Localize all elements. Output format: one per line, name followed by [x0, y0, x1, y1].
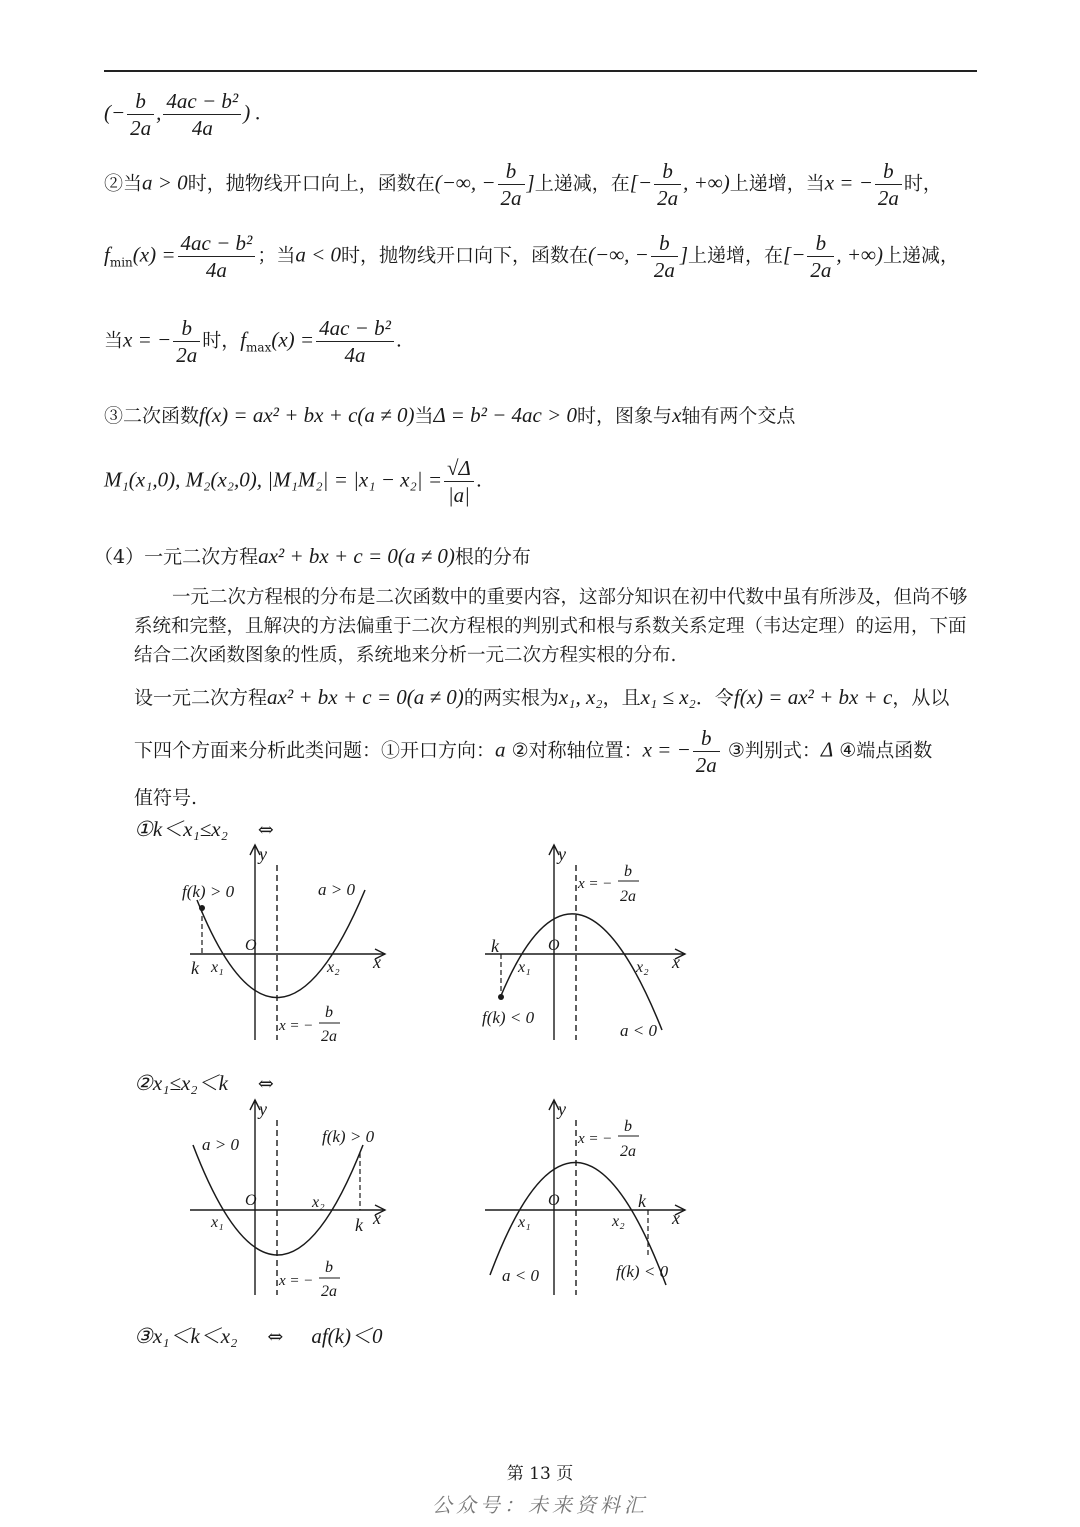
svg-text:x = −: x = − [578, 876, 613, 892]
graph-case2-downward [470, 1095, 700, 1305]
svg-text:x: x [373, 1208, 381, 1228]
svg-text:b: b [325, 1004, 333, 1021]
svg-text:x: x [672, 1208, 680, 1228]
svg-text:a < 0: a < 0 [620, 1021, 657, 1040]
svg-text:x₁: x₁ [518, 959, 531, 976]
svg-text:a > 0: a > 0 [202, 1135, 239, 1154]
case1-label: ①k＜x₁≤x₂ ⇔ [134, 817, 274, 841]
aspects-line2: 值符号. [134, 787, 198, 809]
svg-text:x₂: x₂ [312, 1194, 325, 1211]
svg-text:y: y [259, 844, 267, 864]
item2-line3: 当x = − $\frac{b}{2a}$ 时，$f_{max}(x)$ = $\frac{\text{4ac − b²}}{4a}$ . [104, 316, 402, 367]
graph-case1-upward [175, 840, 405, 1050]
svg-text:y: y [558, 1099, 566, 1119]
svg-text:x₂: x₂ [636, 959, 649, 976]
svg-text:a < 0: a < 0 [502, 1266, 539, 1285]
item2-line1: ②当a > 0时，抛物线开口向上，函数在(−∞, − $\frac{b}{2a}$ ]上递减，在[− $\frac{b}{2a}$ , +∞)上递增，当x = − $\frac{b}{2a}$ 时， [104, 159, 942, 210]
svg-text:f(k) > 0: f(k) > 0 [182, 882, 235, 901]
header-rule [104, 70, 977, 72]
item3-line2: M₁(x₁,0), M₂(x₂,0), |M₁M₂| = |x₁ − x₂| = $\frac{√\Delta}{|a|}$ . [104, 456, 482, 507]
setup-line: 设一元二次方程ax² + bx + c = 0(a ≠ 0)的两实根为x₁, x₂，且x₁ ≤ x₂．令f(x) = ax² + bx + c，从以 [134, 685, 950, 709]
svg-text:b: b [325, 1259, 333, 1276]
svg-text:k: k [491, 936, 499, 956]
svg-text:k: k [191, 958, 199, 978]
svg-text:k: k [355, 1215, 363, 1235]
graph-case2-upward [175, 1095, 405, 1305]
svg-text:x₁: x₁ [211, 959, 224, 976]
svg-text:x: x [672, 952, 680, 972]
svg-text:x = −: x = − [578, 1131, 613, 1147]
svg-text:f(k) < 0: f(k) < 0 [616, 1262, 669, 1281]
svg-text:k: k [638, 1191, 646, 1211]
item2-line2: $f_{min}(x)$ = $\frac{\text{4ac − b²}}{4a}$ ；当a < 0时，抛物线开口向下，函数在(−∞, − $\frac{b}{2a}$ ]上递增，在[− $\frac{b}{2a}$ , +∞)上递减， [104, 231, 960, 282]
case2-label: ②x₁≤x₂＜k ⇔ [134, 1071, 274, 1095]
aspects-line: 下四个方面来分析此类问题：①开口方向：a ②对称轴位置：x = − $\frac{b}{2a}$ ③判别式：Δ ④端点函数 [134, 726, 933, 777]
svg-text:2a: 2a [620, 888, 636, 905]
svg-text:O: O [245, 937, 257, 954]
svg-text:x₂: x₂ [327, 959, 340, 976]
svg-text:O: O [245, 1192, 257, 1209]
svg-text:2a: 2a [620, 1143, 636, 1160]
item3-line1: ③二次函数f(x) = ax² + bx + c(a ≠ 0)当Δ = b² − 4ac > 0时，图象与x轴有两个交点 [104, 403, 796, 427]
svg-text:b: b [624, 863, 632, 880]
svg-text:y: y [558, 844, 566, 864]
watermark: 公众号：未来资料汇 [432, 1493, 648, 1517]
svg-text:f(k) < 0: f(k) < 0 [482, 1008, 535, 1027]
svg-text:2a: 2a [321, 1028, 337, 1045]
svg-text:f(k) > 0: f(k) > 0 [322, 1127, 375, 1146]
svg-text:x = −: x = − [279, 1018, 314, 1034]
case3-label: ③x₁＜k＜x₂ ⇔ af(k)＜0 [134, 1324, 383, 1348]
svg-text:x = −: x = − [279, 1273, 314, 1289]
svg-text:b: b [624, 1118, 632, 1135]
vertex-formula: (− $\frac{b}{2a}$ , $\frac{\text{4ac − b²}}{4a}$ ) . [104, 89, 261, 140]
section4-heading: （4）一元二次方程ax² + bx + c = 0(a ≠ 0)根的分布 [94, 544, 531, 568]
svg-text:a > 0: a > 0 [318, 880, 355, 899]
svg-text:O: O [548, 937, 560, 954]
svg-text:x₁: x₁ [211, 1214, 224, 1231]
svg-text:2a: 2a [321, 1283, 337, 1300]
svg-text:x₁: x₁ [518, 1214, 531, 1231]
page-number: 第 13 页 [506, 1464, 574, 1484]
svg-text:x: x [373, 952, 381, 972]
svg-text:y: y [259, 1099, 267, 1119]
graph-case1-downward [470, 840, 700, 1050]
svg-text:O: O [548, 1192, 560, 1209]
section4-intro: 一元二次方程根的分布是二次函数中的重要内容，这部分知识在初中代数中虽有所涉及，但尚不够系统和完整，且解决的方法偏重于二次方程根的判别式和根与系数关系定理（韦达定理）的运用，下面结合二次函数图象的性质，系统地来分析一元二次方程实根的分布. [134, 587, 968, 666]
svg-text:x₂: x₂ [612, 1213, 625, 1230]
